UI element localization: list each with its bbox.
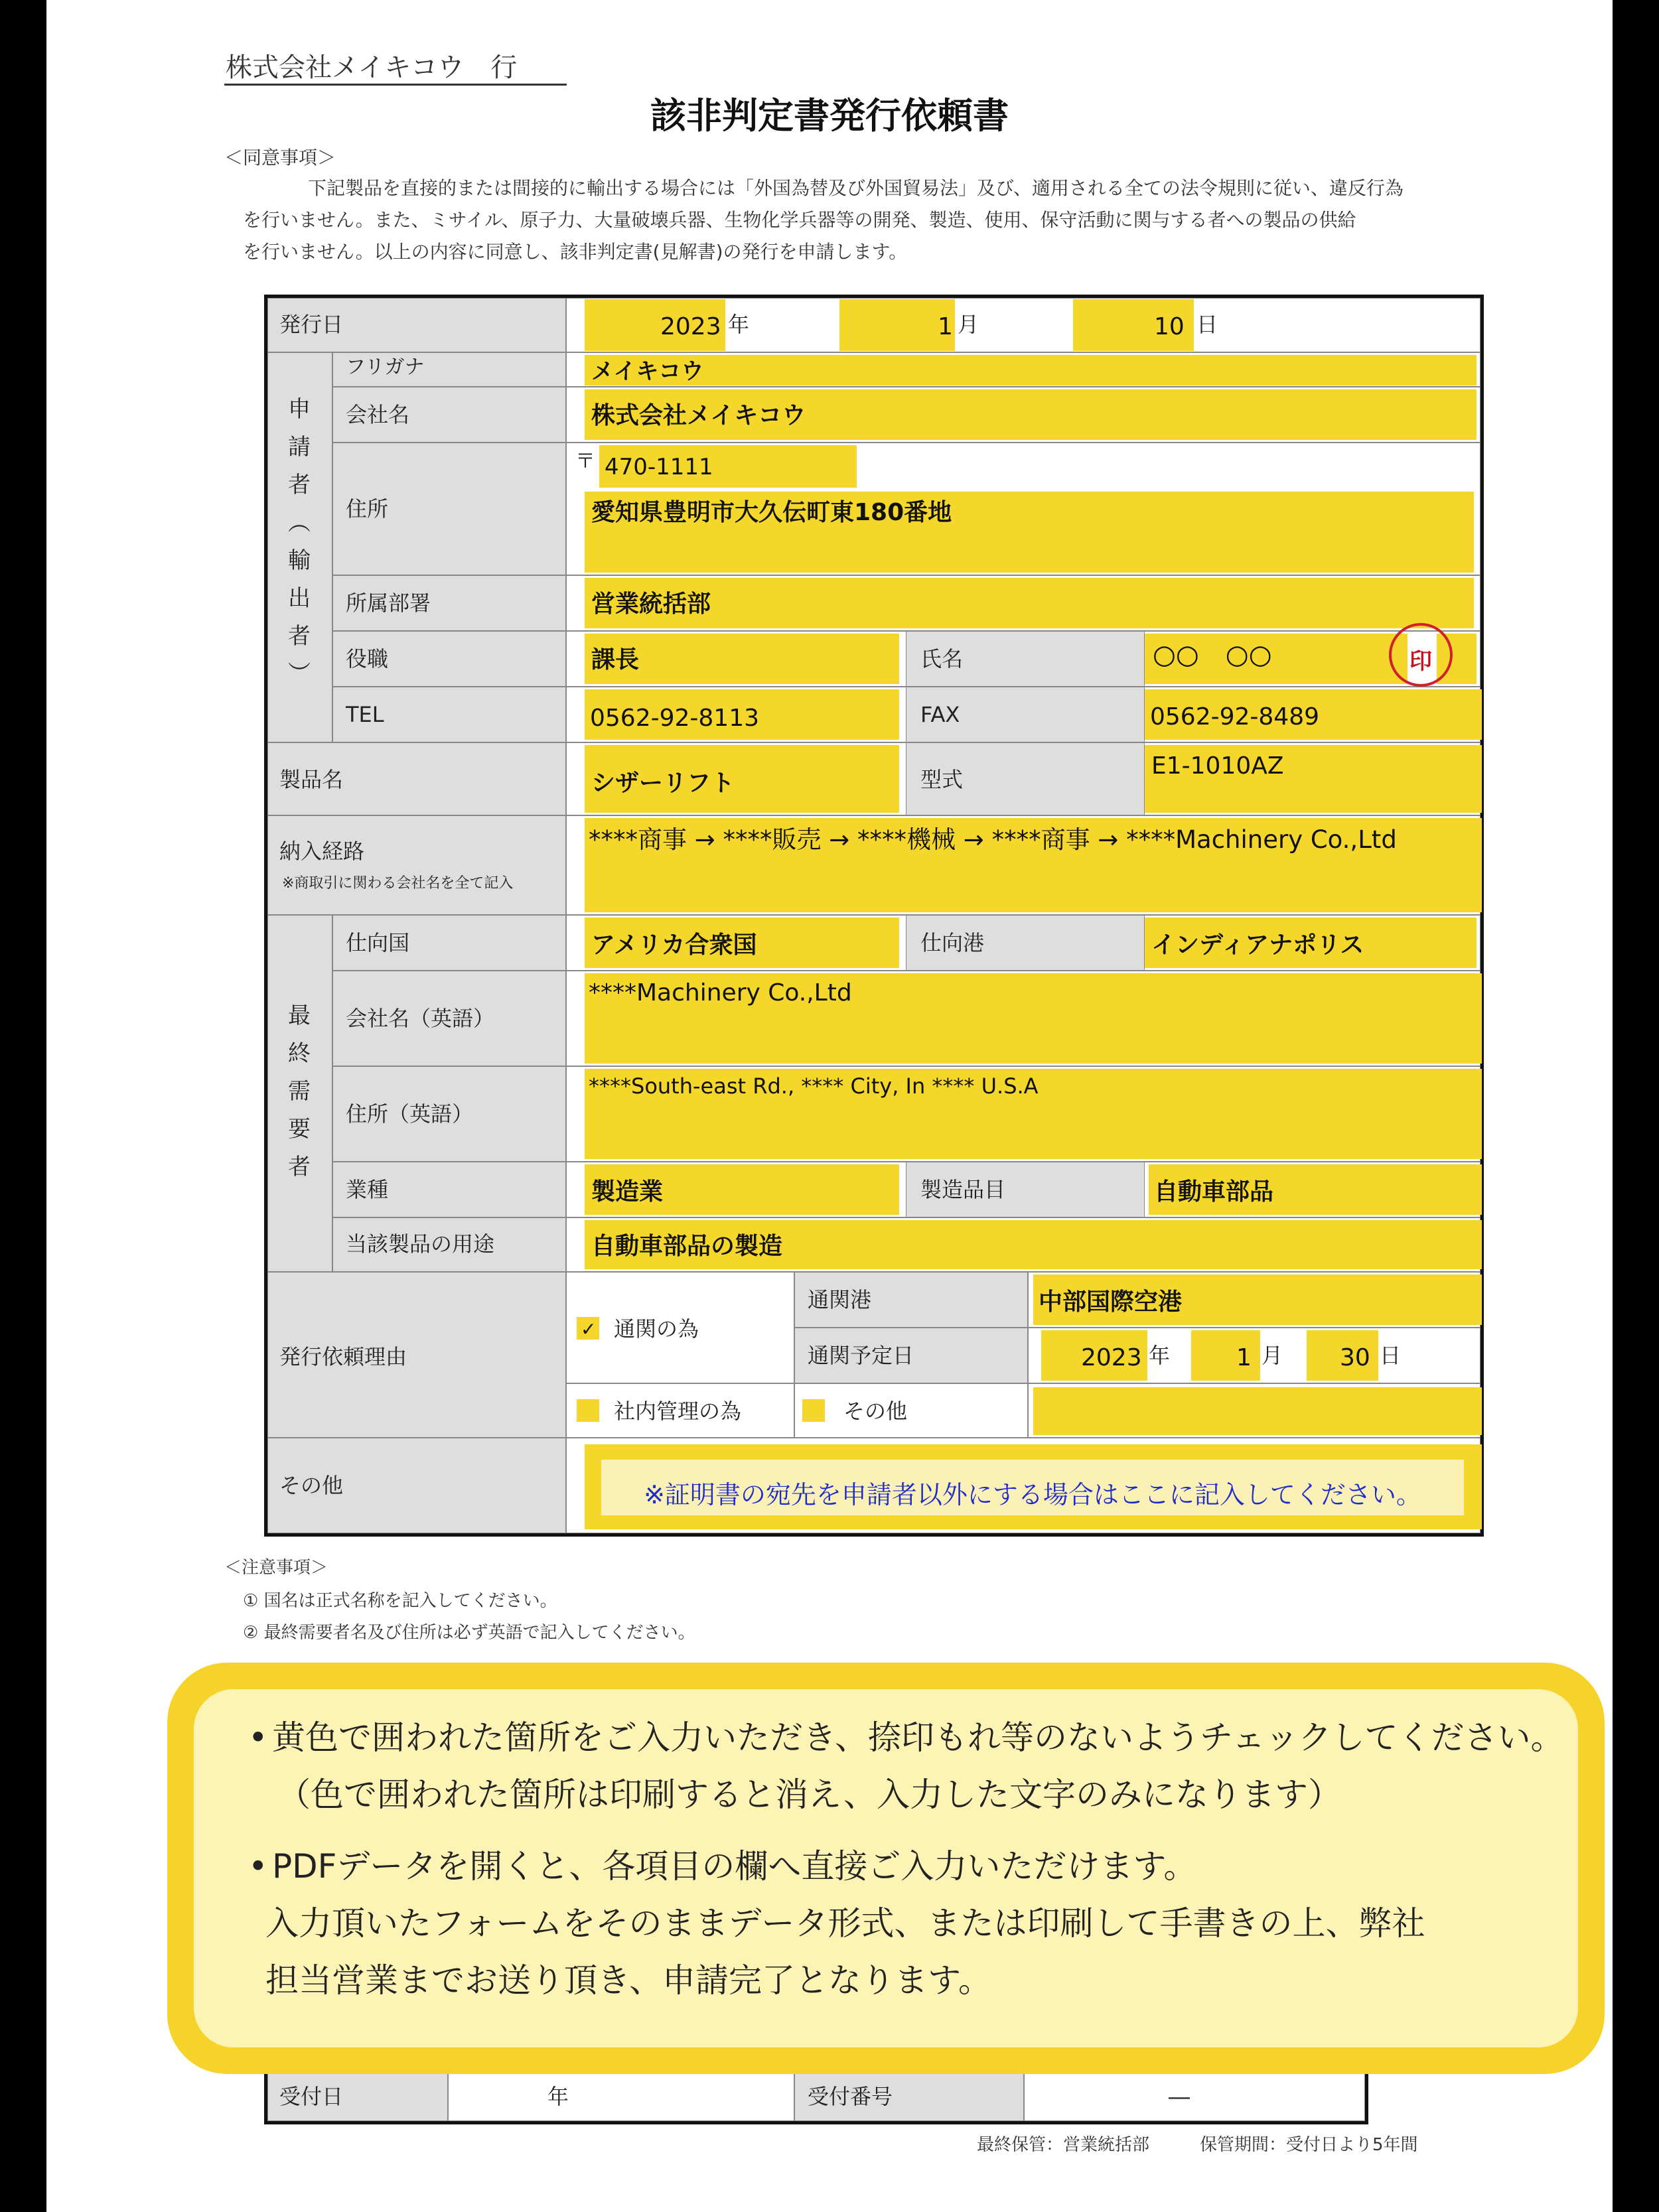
check-icon: ✓ bbox=[581, 1318, 597, 1340]
company-label: 会社名 bbox=[346, 402, 410, 427]
reason-label: 発行依頼理由 bbox=[279, 1344, 407, 1369]
address-en-label: 住所（英語） bbox=[346, 1101, 474, 1127]
receipt-number-value: ― bbox=[1169, 2084, 1190, 2109]
industry-value: 製造業 bbox=[591, 1178, 664, 1206]
other-option-cell bbox=[794, 1383, 1028, 1438]
receipt-row bbox=[264, 2073, 1368, 2124]
usage-value: 自動車部品の製造 bbox=[591, 1233, 783, 1260]
issue-month-unit: 月 bbox=[958, 312, 979, 337]
position-value: 課長 bbox=[591, 646, 640, 673]
bullet-icon: • bbox=[248, 1847, 268, 1886]
model-value: E1-1010AZ bbox=[1151, 752, 1284, 780]
note-item: ① 国名は正式名称を記入してください。 bbox=[243, 1591, 557, 1611]
customs-port-value: 中部国際空港 bbox=[1039, 1288, 1183, 1316]
instruction-callout-inner bbox=[194, 1689, 1578, 2047]
route-label-cell bbox=[267, 815, 566, 915]
customs-month-value: 1 bbox=[1236, 1344, 1252, 1371]
receipt-number-cell bbox=[1024, 2073, 1365, 2121]
request-form bbox=[264, 295, 1484, 1537]
route-sublabel: ※商取引に関わる会社名を全て記入 bbox=[282, 875, 514, 892]
issue-month-value: 1 bbox=[938, 313, 953, 340]
seal-text: 印 bbox=[1409, 648, 1432, 675]
note-item: ② 最終需要者名及び住所は必ず英語で記入してください。 bbox=[243, 1623, 695, 1643]
other-label: その他 bbox=[279, 1473, 344, 1498]
instruction-line: 担当営業までお送り頂き、申請完了となります。 bbox=[265, 1961, 991, 2000]
customs-date-label: 通関予定日 bbox=[808, 1343, 914, 1368]
other-reason-field[interactable] bbox=[1033, 1387, 1482, 1435]
issue-day-value: 10 bbox=[1154, 313, 1185, 340]
customs-day-unit: 日 bbox=[1380, 1343, 1402, 1368]
country-value: アメリカ合衆国 bbox=[591, 932, 757, 959]
addressee: 株式会社メイキコウ 行 bbox=[226, 52, 518, 83]
issue-date-label: 発行日 bbox=[279, 312, 344, 337]
position-label: 役職 bbox=[346, 646, 389, 671]
furigana-value: メイキコウ bbox=[591, 358, 704, 385]
furigana-label: フリガナ bbox=[346, 356, 425, 379]
notes-heading: ＜注意事項＞ bbox=[224, 1558, 328, 1578]
customs-year-value: 2023 bbox=[1081, 1344, 1142, 1371]
industry-label: 業種 bbox=[346, 1177, 389, 1202]
model-label: 型式 bbox=[920, 767, 964, 792]
instruction-line: （色で囲われた箇所は印刷すると消え、入力した文字のみになります） bbox=[277, 1775, 1341, 1814]
name-value: ○○ ○○ bbox=[1153, 640, 1272, 670]
tel-value: 0562-92-8113 bbox=[590, 705, 760, 732]
department-field[interactable] bbox=[585, 578, 1474, 628]
instruction-line: 入力頂いたフォームをそのままデータ形式、または印刷して手書きの上、弊社 bbox=[265, 1904, 1425, 1943]
receipt-date-cell bbox=[448, 2073, 794, 2121]
addressee-underline bbox=[224, 84, 567, 86]
postal-code-value: 470-1111 bbox=[605, 454, 713, 480]
issue-year-unit: 年 bbox=[728, 312, 750, 337]
customs-year-unit: 年 bbox=[1149, 1343, 1171, 1368]
company-value: 株式会社メイキコウ bbox=[591, 402, 806, 429]
instruction-line: PDFデータを開くと、各項目の欄へ直接ご入力いただけます。 bbox=[272, 1847, 1197, 1886]
internal-checkbox[interactable] bbox=[577, 1399, 599, 1422]
country-label: 仕向国 bbox=[346, 930, 410, 955]
furigana-field[interactable] bbox=[585, 355, 1477, 385]
customs-option-label: 通関の為 bbox=[614, 1316, 699, 1342]
recipient-note-box bbox=[601, 1460, 1464, 1515]
retention-period: 保管期間：受付日より5年間 bbox=[1200, 2135, 1418, 2155]
fax-label: FAX bbox=[920, 702, 960, 727]
postal-mark: 〒 bbox=[575, 450, 595, 473]
receipt-date-label: 受付日 bbox=[279, 2084, 344, 2109]
receipt-number-label: 受付番号 bbox=[808, 2084, 893, 2109]
address-label: 住所 bbox=[346, 496, 389, 521]
customs-checkbox[interactable] bbox=[577, 1317, 599, 1340]
customs-port-label: 通関港 bbox=[808, 1287, 872, 1312]
route-value: ****商事 → ****販売 → ****機械 → ****商事 → ****Machinery Co.,Ltd bbox=[589, 825, 1397, 854]
instruction-line: 黄色で囲われた箇所をご入力いただき、捺印もれ等のないようチェックしてください。 bbox=[272, 1718, 1564, 1757]
product-value: シザーリフト bbox=[591, 770, 735, 797]
applicant-vertical-label: 申 請 者 ︵ 輸 出 者 ︶ bbox=[288, 396, 311, 687]
name-label: 氏名 bbox=[920, 646, 964, 671]
products-made-label: 製造品目 bbox=[920, 1177, 1006, 1202]
fax-value: 0562-92-8489 bbox=[1150, 703, 1320, 730]
company-en-label: 会社名（英語） bbox=[346, 1006, 495, 1031]
bullet-icon: • bbox=[248, 1718, 268, 1757]
agreement-line: を行いません。以上の内容に同意し、該非判定書(見解書)の発行を申請します。 bbox=[243, 241, 908, 263]
agreement-heading: ＜同意事項＞ bbox=[224, 147, 336, 169]
department-label: 所属部署 bbox=[346, 590, 431, 616]
end-user-vertical-label: 最 終 需 要 者 bbox=[288, 1002, 311, 1180]
company-en-value: ****Machinery Co.,Ltd bbox=[589, 979, 852, 1006]
customs-day-value: 30 bbox=[1340, 1344, 1370, 1371]
page-title: 該非判定書発行依頼書 bbox=[650, 95, 1009, 137]
other-checkbox[interactable] bbox=[802, 1399, 825, 1422]
instruction-callout bbox=[167, 1663, 1605, 2074]
other-option-label: その他 bbox=[843, 1399, 908, 1424]
usage-label: 当該製品の用途 bbox=[346, 1231, 495, 1257]
address-en-value: ****South-east Rd., **** City, In **** U.S.A bbox=[589, 1073, 1039, 1099]
issue-day-unit: 日 bbox=[1196, 312, 1218, 337]
receipt-year-unit: 年 bbox=[547, 2084, 569, 2109]
tel-label: TEL bbox=[346, 702, 384, 727]
document-page bbox=[46, 0, 1613, 2212]
products-made-value: 自動車部品 bbox=[1154, 1178, 1274, 1206]
retention-department: 最終保管：営業統括部 bbox=[977, 2135, 1150, 2155]
address-value: 愛知県豊明市大久伝町東180番地 bbox=[591, 499, 952, 526]
port-label: 仕向港 bbox=[920, 930, 985, 955]
port-value: インディアナポリス bbox=[1151, 932, 1364, 959]
route-label: 納入経路 bbox=[279, 839, 365, 864]
department-value: 営業統括部 bbox=[591, 590, 711, 618]
product-label: 製品名 bbox=[279, 767, 344, 792]
seal-stamp-icon[interactable] bbox=[1389, 623, 1453, 687]
recipient-note: ※証明書の宛先を申請者以外にする場合はここに記入してください。 bbox=[644, 1480, 1421, 1509]
agreement-line: 下記製品を直接的または間接的に輸出する場合には「外国為替及び外国貿易法」及び、適用される全ての法令規則に従い、違反行為 bbox=[308, 177, 1404, 199]
customs-month-unit: 月 bbox=[1262, 1343, 1283, 1368]
internal-option-label: 社内管理の為 bbox=[614, 1399, 742, 1424]
issue-year-value: 2023 bbox=[660, 313, 721, 340]
agreement-line: を行いません。また、ミサイル、原子力、大量破壊兵器、生物化学兵器等の開発、製造、使用、保守活動に関与する者への製品の供給 bbox=[243, 209, 1356, 231]
